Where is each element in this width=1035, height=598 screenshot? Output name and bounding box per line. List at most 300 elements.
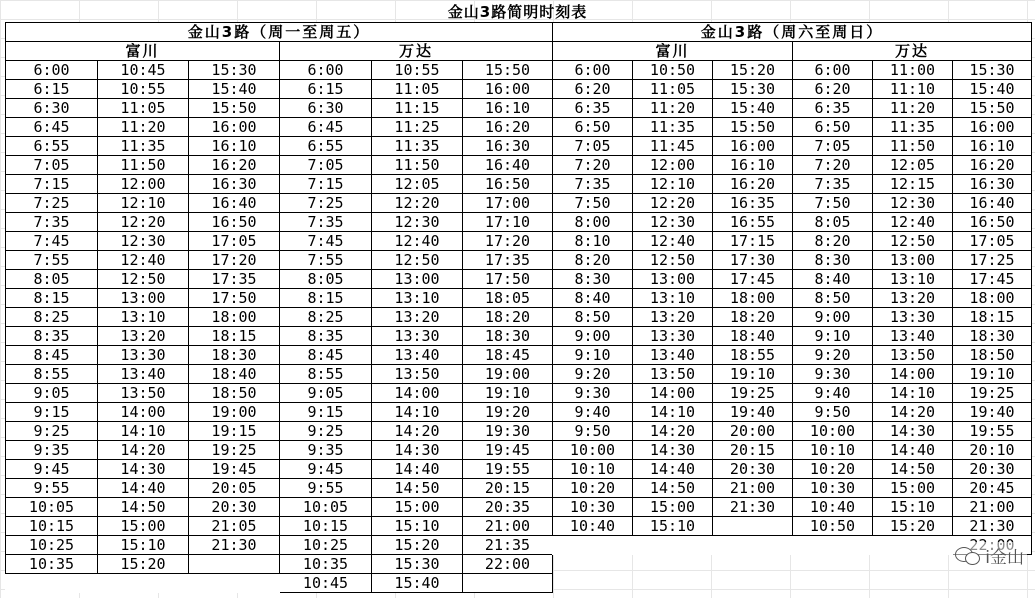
- time-cell: 7:35: [280, 213, 372, 232]
- time-cell: [98, 574, 189, 593]
- time-cell: 12:30: [98, 232, 189, 251]
- time-cell: 10:25: [6, 536, 98, 555]
- time-cell: 19:55: [463, 460, 553, 479]
- time-cell: 8:30: [793, 251, 873, 270]
- timetable-row: [6, 422, 553, 441]
- time-cell: 12:50: [633, 251, 713, 270]
- timetable-row: [553, 498, 1032, 517]
- time-cell: 15:50: [189, 99, 280, 118]
- time-cell: 19:20: [463, 403, 553, 422]
- time-cell: 9:25: [6, 422, 98, 441]
- time-cell: 18:20: [463, 308, 553, 327]
- time-cell: 9:05: [6, 384, 98, 403]
- time-cell: 10:20: [793, 460, 873, 479]
- time-cell: 17:15: [713, 232, 793, 251]
- watermark: [952, 542, 1027, 568]
- time-cell: 11:35: [98, 137, 189, 156]
- time-cell: 20:15: [463, 479, 553, 498]
- time-cell: 20:00: [713, 422, 793, 441]
- timetable-row: [553, 308, 1032, 327]
- time-cell: [713, 517, 793, 536]
- time-cell: 7:35: [6, 213, 98, 232]
- time-cell: 14:40: [873, 441, 953, 460]
- time-cell: 19:25: [713, 384, 793, 403]
- time-cell: 14:50: [372, 479, 463, 498]
- time-cell: 11:50: [372, 156, 463, 175]
- timetable-row: [553, 441, 1032, 460]
- time-cell: 10:25: [280, 536, 372, 555]
- time-cell: 12:50: [372, 251, 463, 270]
- watermark-text: i金山: [985, 547, 1024, 568]
- time-cell: 15:00: [372, 498, 463, 517]
- time-cell: 13:10: [873, 270, 953, 289]
- time-cell: 10:10: [793, 441, 873, 460]
- time-cell: 12:05: [873, 156, 953, 175]
- time-cell: 15:50: [953, 99, 1032, 118]
- time-cell: 15:30: [372, 555, 463, 574]
- time-cell: 9:15: [6, 403, 98, 422]
- time-cell: 16:10: [189, 137, 280, 156]
- time-cell: 11:35: [873, 118, 953, 137]
- time-cell: 13:00: [633, 270, 713, 289]
- time-cell: 9:15: [280, 403, 372, 422]
- time-cell: 10:30: [553, 498, 633, 517]
- time-cell: [553, 536, 633, 555]
- time-cell: 15:50: [463, 61, 553, 80]
- time-cell: 13:40: [98, 365, 189, 384]
- time-cell: 19:40: [713, 403, 793, 422]
- time-cell: 12:20: [372, 194, 463, 213]
- time-cell: 13:30: [372, 327, 463, 346]
- time-cell: 8:15: [6, 289, 98, 308]
- time-cell: 15:10: [98, 536, 189, 555]
- time-cell: 14:30: [372, 441, 463, 460]
- time-cell: 16:50: [953, 213, 1032, 232]
- time-cell: 16:30: [189, 175, 280, 194]
- time-cell: 19:45: [189, 460, 280, 479]
- time-cell: 6:35: [553, 99, 633, 118]
- timetable-row: [6, 536, 553, 555]
- time-cell: 18:45: [463, 346, 553, 365]
- time-cell: 18:50: [953, 346, 1032, 365]
- time-cell: 7:35: [793, 175, 873, 194]
- time-cell: 18:00: [189, 308, 280, 327]
- time-cell: 11:20: [98, 118, 189, 137]
- time-cell: 6:50: [553, 118, 633, 137]
- time-cell: 10:35: [6, 555, 98, 574]
- time-cell: 10:55: [372, 61, 463, 80]
- wechat-icon: [955, 545, 981, 565]
- time-cell: 17:35: [463, 251, 553, 270]
- time-cell: 8:05: [793, 213, 873, 232]
- time-cell: 13:20: [633, 308, 713, 327]
- timetable-row: [553, 156, 1032, 175]
- time-cell: 8:50: [793, 289, 873, 308]
- time-cell: 12:40: [372, 232, 463, 251]
- time-cell: 13:40: [372, 346, 463, 365]
- time-cell: 17:20: [189, 251, 280, 270]
- timetable-row: [6, 80, 553, 99]
- time-cell: 16:40: [953, 194, 1032, 213]
- timetable-row: [553, 251, 1032, 270]
- time-cell: 11:45: [633, 137, 713, 156]
- time-cell: 21:30: [953, 517, 1032, 536]
- time-cell: [793, 536, 873, 555]
- time-cell: 14:10: [873, 384, 953, 403]
- time-cell: 8:20: [793, 232, 873, 251]
- time-cell: 19:55: [953, 422, 1032, 441]
- time-cell: 15:30: [713, 80, 793, 99]
- time-cell: 13:20: [98, 327, 189, 346]
- time-cell: 12:10: [98, 194, 189, 213]
- timetable-row: [553, 194, 1032, 213]
- time-cell: 9:50: [553, 422, 633, 441]
- time-cell: 7:20: [793, 156, 873, 175]
- time-cell: 14:50: [98, 498, 189, 517]
- page-title: 金山3路简明时刻表: [447, 3, 588, 21]
- time-cell: 17:45: [713, 270, 793, 289]
- time-cell: 12:40: [873, 213, 953, 232]
- time-cell: 19:00: [189, 403, 280, 422]
- time-cell: 13:30: [873, 308, 953, 327]
- time-cell: 19:25: [953, 384, 1032, 403]
- time-cell: 12:30: [873, 194, 953, 213]
- time-cell: 11:35: [633, 118, 713, 137]
- time-cell: 20:05: [189, 479, 280, 498]
- time-cell: 21:30: [713, 498, 793, 517]
- timetable-row: [6, 403, 553, 422]
- time-cell: 16:00: [463, 80, 553, 99]
- time-cell: 8:40: [553, 289, 633, 308]
- time-cell: 14:50: [633, 479, 713, 498]
- time-cell: 20:30: [713, 460, 793, 479]
- time-cell: [463, 574, 553, 593]
- time-cell: 10:35: [280, 555, 372, 574]
- time-cell: 13:40: [633, 346, 713, 365]
- time-cell: 14:00: [873, 365, 953, 384]
- time-cell: 9:00: [793, 308, 873, 327]
- time-cell: 8:25: [6, 308, 98, 327]
- time-cell: 14:30: [873, 422, 953, 441]
- time-cell: 10:15: [6, 517, 98, 536]
- timetable-row: [6, 441, 553, 460]
- time-cell: 12:30: [372, 213, 463, 232]
- time-cell: 13:10: [98, 308, 189, 327]
- time-cell: 15:50: [713, 118, 793, 137]
- time-cell: 8:20: [553, 251, 633, 270]
- time-cell: 16:50: [189, 213, 280, 232]
- time-cell: 9:05: [280, 384, 372, 403]
- time-cell: 15:10: [873, 498, 953, 517]
- time-cell: 12:10: [633, 175, 713, 194]
- timetable-row: [6, 555, 553, 574]
- timetable-row: [6, 213, 553, 232]
- time-cell: 18:15: [189, 327, 280, 346]
- time-cell: 9:20: [793, 346, 873, 365]
- time-cell: 9:55: [6, 479, 98, 498]
- time-cell: 14:10: [98, 422, 189, 441]
- time-cell: 18:30: [463, 327, 553, 346]
- time-cell: 15:40: [189, 80, 280, 99]
- time-cell: 16:20: [463, 118, 553, 137]
- time-cell: 18:15: [953, 308, 1032, 327]
- time-cell: 18:30: [953, 327, 1032, 346]
- time-cell: [873, 536, 953, 555]
- time-cell: 16:20: [189, 156, 280, 175]
- time-cell: 16:30: [463, 137, 553, 156]
- time-cell: 18:55: [713, 346, 793, 365]
- time-cell: 14:20: [633, 422, 713, 441]
- time-cell: 6:35: [793, 99, 873, 118]
- time-cell: 11:10: [873, 80, 953, 99]
- time-cell: 17:30: [713, 251, 793, 270]
- time-cell: 19:25: [189, 441, 280, 460]
- time-cell: 16:20: [953, 156, 1032, 175]
- timetable-row: [553, 289, 1032, 308]
- time-cell: 14:40: [633, 460, 713, 479]
- time-cell: 16:50: [463, 175, 553, 194]
- time-cell: 9:10: [793, 327, 873, 346]
- time-cell: 17:50: [189, 289, 280, 308]
- time-cell: 22:00: [463, 555, 553, 574]
- time-cell: 13:00: [98, 289, 189, 308]
- time-cell: 20:35: [463, 498, 553, 517]
- time-cell: 12:40: [633, 232, 713, 251]
- time-cell: 14:40: [98, 479, 189, 498]
- time-cell: 19:10: [953, 365, 1032, 384]
- time-cell: 21:00: [463, 517, 553, 536]
- timetable-row: [6, 308, 553, 327]
- time-cell: 11:20: [633, 99, 713, 118]
- time-cell: 10:55: [98, 80, 189, 99]
- time-cell: 6:15: [280, 80, 372, 99]
- time-cell: 7:25: [6, 194, 98, 213]
- time-cell: 13:30: [98, 346, 189, 365]
- time-cell: 16:00: [953, 118, 1032, 137]
- time-cell: 13:50: [873, 346, 953, 365]
- weekday-rows: [6, 61, 553, 593]
- time-cell: 19:40: [953, 403, 1032, 422]
- weekday-stop-wanda: 万达: [280, 42, 553, 61]
- timetable-row: [553, 327, 1032, 346]
- time-cell: 10:15: [280, 517, 372, 536]
- weekend-title: 金山3路（周六至周日）: [553, 23, 1032, 42]
- time-cell: 12:30: [633, 213, 713, 232]
- time-cell: 10:05: [6, 498, 98, 517]
- time-cell: 18:20: [713, 308, 793, 327]
- timetable-row: [553, 270, 1032, 289]
- time-cell: 13:30: [633, 327, 713, 346]
- timetable-row: [553, 346, 1032, 365]
- time-cell: 7:50: [793, 194, 873, 213]
- time-cell: 7:15: [6, 175, 98, 194]
- time-cell: 17:25: [953, 251, 1032, 270]
- timetable-row: [6, 194, 553, 213]
- time-cell: 6:00: [280, 61, 372, 80]
- timetable-row: [6, 327, 553, 346]
- time-cell: 15:00: [98, 517, 189, 536]
- time-cell: 14:00: [633, 384, 713, 403]
- time-cell: 10:45: [98, 61, 189, 80]
- time-cell: 10:00: [553, 441, 633, 460]
- time-cell: 12:15: [873, 175, 953, 194]
- time-cell: 20:30: [189, 498, 280, 517]
- time-cell: [633, 536, 713, 555]
- time-cell: [189, 574, 280, 593]
- time-cell: 11:50: [98, 156, 189, 175]
- time-cell: 9:25: [280, 422, 372, 441]
- time-cell: 14:30: [98, 460, 189, 479]
- time-cell: 17:50: [463, 270, 553, 289]
- time-cell: 17:05: [189, 232, 280, 251]
- timetable-row: [6, 270, 553, 289]
- time-cell: 11:25: [372, 118, 463, 137]
- time-cell: 14:00: [372, 384, 463, 403]
- time-cell: 9:40: [793, 384, 873, 403]
- timetable-row: [6, 479, 553, 498]
- weekday-title: 金山3路（周一至周五）: [6, 23, 553, 42]
- time-cell: 7:35: [553, 175, 633, 194]
- time-cell: 15:40: [953, 80, 1032, 99]
- time-cell: 17:45: [953, 270, 1032, 289]
- time-cell: 12:00: [633, 156, 713, 175]
- time-cell: 14:20: [372, 422, 463, 441]
- time-cell: 21:35: [463, 536, 553, 555]
- time-cell: 17:35: [189, 270, 280, 289]
- time-cell: 16:10: [463, 99, 553, 118]
- time-cell: 15:20: [873, 517, 953, 536]
- time-cell: 19:10: [463, 384, 553, 403]
- time-cell: [713, 536, 793, 555]
- time-cell: 11:05: [98, 99, 189, 118]
- time-cell: [6, 574, 98, 593]
- time-cell: 7:50: [553, 194, 633, 213]
- timetable-row: [6, 574, 553, 593]
- time-cell: 21:05: [189, 517, 280, 536]
- time-cell: 18:00: [713, 289, 793, 308]
- timetable-row: [553, 137, 1032, 156]
- time-cell: 11:20: [873, 99, 953, 118]
- time-cell: 9:45: [6, 460, 98, 479]
- weekend-stop-wanda: 万达: [793, 42, 1032, 61]
- time-cell: 15:20: [372, 536, 463, 555]
- time-cell: 6:50: [793, 118, 873, 137]
- time-cell: 17:20: [463, 232, 553, 251]
- timetable-row: [6, 289, 553, 308]
- time-cell: 6:00: [6, 61, 98, 80]
- time-cell: 12:50: [98, 270, 189, 289]
- time-cell: 10:50: [633, 61, 713, 80]
- weekday-stop-fuchuan: 富川: [6, 42, 280, 61]
- timetable-row: [553, 384, 1032, 403]
- time-cell: 18:50: [189, 384, 280, 403]
- time-cell: 19:00: [463, 365, 553, 384]
- time-cell: 8:10: [553, 232, 633, 251]
- time-cell: 12:50: [873, 232, 953, 251]
- time-cell: 13:50: [633, 365, 713, 384]
- time-cell: 8:40: [793, 270, 873, 289]
- time-cell: 6:30: [280, 99, 372, 118]
- time-cell: 9:10: [553, 346, 633, 365]
- time-cell: 9:35: [6, 441, 98, 460]
- weekend-timetable: [552, 22, 1032, 555]
- time-cell: 10:40: [793, 498, 873, 517]
- time-cell: 15:10: [633, 517, 713, 536]
- time-cell: 7:25: [280, 194, 372, 213]
- time-cell: 11:05: [633, 80, 713, 99]
- time-cell: 10:45: [280, 574, 372, 593]
- time-cell: 6:45: [6, 118, 98, 137]
- time-cell: 12:20: [98, 213, 189, 232]
- time-cell: 8:45: [6, 346, 98, 365]
- time-cell: 19:15: [189, 422, 280, 441]
- time-cell: 19:45: [463, 441, 553, 460]
- time-cell: 8:35: [280, 327, 372, 346]
- time-cell: 15:20: [713, 61, 793, 80]
- time-cell: 9:55: [280, 479, 372, 498]
- time-cell: 6:30: [6, 99, 98, 118]
- time-cell: 14:10: [372, 403, 463, 422]
- time-cell: 6:55: [280, 137, 372, 156]
- time-cell: 13:00: [372, 270, 463, 289]
- timetable-row: [6, 251, 553, 270]
- time-cell: 8:30: [553, 270, 633, 289]
- time-cell: 8:25: [280, 308, 372, 327]
- time-cell: 13:10: [633, 289, 713, 308]
- time-cell: 8:55: [6, 365, 98, 384]
- time-cell: 7:45: [280, 232, 372, 251]
- time-cell: 19:10: [713, 365, 793, 384]
- time-cell: 9:35: [280, 441, 372, 460]
- timetable-row: [6, 460, 553, 479]
- time-cell: 8:35: [6, 327, 98, 346]
- timetable-row: [553, 80, 1032, 99]
- time-cell: 8:50: [553, 308, 633, 327]
- time-cell: 9:45: [280, 460, 372, 479]
- time-cell: 10:40: [553, 517, 633, 536]
- timetable-row: [6, 61, 553, 80]
- time-cell: 13:50: [98, 384, 189, 403]
- time-cell: 18:40: [713, 327, 793, 346]
- time-cell: 8:45: [280, 346, 372, 365]
- time-cell: 9:00: [553, 327, 633, 346]
- time-cell: 10:50: [793, 517, 873, 536]
- time-cell: 15:00: [633, 498, 713, 517]
- weekend-stop-fuchuan: 富川: [553, 42, 793, 61]
- timetable-row: [6, 346, 553, 365]
- time-cell: 21:00: [713, 479, 793, 498]
- time-cell: 11:35: [372, 137, 463, 156]
- time-cell: 9:50: [793, 403, 873, 422]
- timetable-row: [6, 118, 553, 137]
- time-cell: 7:05: [793, 137, 873, 156]
- time-cell: 6:45: [280, 118, 372, 137]
- time-cell: 8:15: [280, 289, 372, 308]
- time-cell: 17:00: [463, 194, 553, 213]
- time-cell: 6:00: [553, 61, 633, 80]
- time-cell: 7:15: [280, 175, 372, 194]
- timetable-row: [6, 384, 553, 403]
- timetable-row: [553, 422, 1032, 441]
- time-cell: 8:05: [6, 270, 98, 289]
- weekday-timetable: [5, 22, 553, 593]
- time-cell: 14:50: [873, 460, 953, 479]
- time-cell: 9:30: [553, 384, 633, 403]
- time-cell: 15:40: [713, 99, 793, 118]
- timetable-row: [6, 498, 553, 517]
- time-cell: 16:10: [953, 137, 1032, 156]
- timetable-row: [6, 156, 553, 175]
